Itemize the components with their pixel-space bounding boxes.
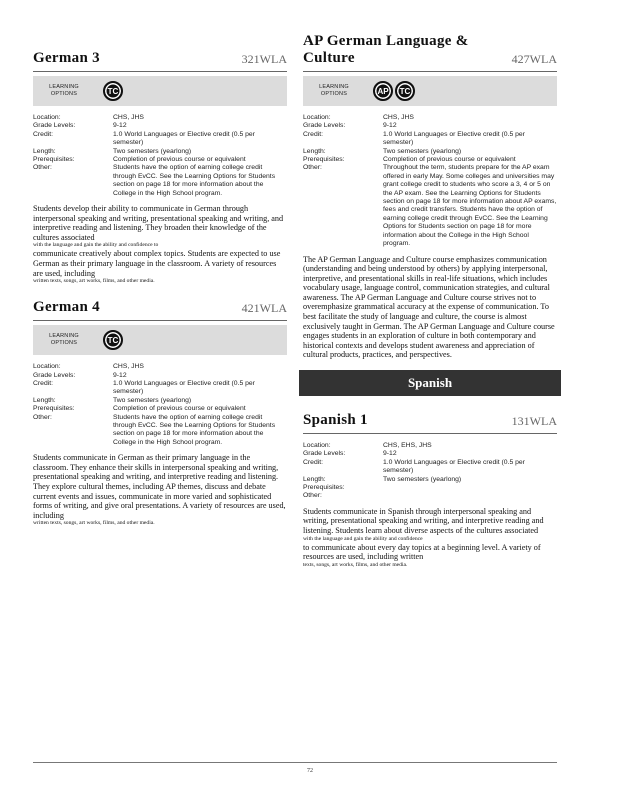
ap-badge-icon: AP [373, 81, 393, 101]
course-german-3 [33, 46, 287, 285]
left-column [33, 46, 287, 537]
course-header [33, 295, 287, 321]
info-key-location: Location: [33, 363, 61, 371]
course-info [33, 114, 287, 198]
tc-badge-icon: TC [395, 81, 415, 101]
course-title: German 3 [33, 50, 100, 66]
info-key-grade: Grade Levels: [33, 371, 76, 379]
desc-tail: to communicate about every day topics at a beginning level. A variety of resources are used, including written [303, 542, 541, 562]
info-val-grade: 9-12 [113, 371, 127, 379]
tc-badge-icon: TC [103, 81, 123, 101]
info-key-credit: Credit: [303, 458, 324, 466]
learning-options-label: LEARNING OPTIONS [49, 333, 79, 347]
info-key-grade: Grade Levels: [303, 122, 346, 130]
course-ap-german [303, 33, 557, 360]
info-key-other: Other: [33, 413, 52, 421]
course-title: AP German Language & Culture [303, 33, 469, 66]
info-val-other: Throughout the term, students prepare for the AP exam offered in early May. Some colleges and universities may grant college credit to students who score a 3, 4 or 5 on the AP exam. See the Learning Options for Students section on page 18 for more information about AP exams, fees and credit transfers. Students have the option of earning college credit through EvCC. See the Learning Options for Students section on page 18 for more information about the College in the High School program. [383, 164, 557, 248]
course-description: The AP German Language and Culture course emphasizes communication (understanding and being understood by others) by applying interpersonal, interpretive, and presentational skills in real-life situations, which includes vocabulary usage, language control, communication strategies, and cultural awareness. The AP German Language and Culture course strives not to overemphasize grammatical accuracy at the expense of communication. To best facilitate the study of language and culture, the course is almost exclusively taught in German. The AP German Language and Culture course engages students in an exploration of culture in both contemporary and historical contexts and develops student awareness and appreciation of cultural products, practices, and perspectives. [303, 254, 555, 360]
info-val-other: Students have the option of earning college credit through EvCC. See the Learning Options for Students section on page 18 for more information about the College in the High School program. [113, 413, 276, 446]
course-header [33, 46, 287, 72]
info-val-length: Two semesters (yearlong) [113, 396, 192, 404]
info-key-prereq: Prerequisites: [303, 156, 345, 164]
info-val-prereq: Completion of previous course or equivalent [383, 156, 516, 164]
info-key-credit: Credit: [33, 130, 54, 138]
desc-small-2: written texts, songs, art works, films, and other media. [33, 520, 155, 527]
info-val-credit: 1.0 World Languages or Elective credit (0.5 per semester) [113, 130, 255, 147]
course-description [33, 453, 287, 527]
course-header [303, 408, 557, 434]
desc-main: Students communicate in Spanish through interpersonal speaking and writing, presentational speaking and writing, and interpretive reading and listening. Students learn about diverse aspects of the cultures associated [303, 506, 544, 536]
info-val-location: CHS, JHS [113, 114, 144, 121]
info-key-location: Location: [303, 114, 331, 121]
info-val-credit: 1.0 World Languages or Elective credit (0.5 per semester) [113, 380, 255, 396]
course-code: 427WLA [511, 52, 557, 66]
info-val-location: CHS, JHS [113, 363, 144, 371]
desc-small-2: texts, songs, art works, films, and other media. [303, 561, 408, 568]
info-key-credit: Credit: [33, 380, 54, 388]
course-header [303, 33, 557, 72]
info-key-prereq: Prerequisites: [33, 405, 75, 413]
learning-options-bar [303, 76, 557, 106]
info-val-prereq [383, 484, 557, 492]
course-info [33, 363, 287, 447]
learning-options-label: LEARNING OPTIONS [49, 84, 79, 97]
course-german-4 [33, 295, 287, 527]
desc-main: Students communicate in German as their primary language in the classroom. They enhance their skills in interpersonal speaking and writing, presentational speaking and writing, and interpretive reading and listening. They explore cultural themes, including AP themes, discuss and debate current events and issues, communicate in more varied and sophisticated forms of writing, and give oral presentations. A variety of resources are used, including [33, 453, 286, 520]
info-val-length: Two semesters (yearlong) [113, 147, 192, 155]
info-key-length: Length: [303, 475, 326, 483]
info-val-other: Students have the option of earning college credit through EvCC. See the Learning Options for Students section on page 18 for more information about the College in the High School program. [113, 164, 276, 197]
page-number: 72 [307, 768, 313, 774]
info-key-other: Other: [303, 164, 322, 172]
right-column [303, 33, 557, 579]
info-val-location: CHS, EHS, JHS [383, 442, 432, 450]
info-val-grade: 9-12 [113, 122, 127, 130]
course-info [303, 114, 557, 249]
info-key-prereq: Prerequisites: [303, 484, 345, 492]
course-description [303, 507, 557, 569]
info-key-location: Location: [33, 114, 61, 121]
info-val-grade: 9-12 [383, 122, 397, 130]
info-key-prereq: Prerequisites: [33, 156, 75, 164]
info-val-other [383, 492, 557, 500]
info-val-prereq: Completion of previous course or equivalent [113, 156, 246, 164]
desc-small-1: with the language and gain the ability and confidence [303, 535, 423, 542]
info-key-credit: Credit: [303, 130, 324, 138]
desc-small-2: written texts, songs, art works, films, and other media. [33, 278, 155, 285]
course-title: German 4 [33, 299, 100, 316]
course-info [303, 442, 557, 501]
learning-options-label: LEARNING OPTIONS [319, 84, 349, 97]
learning-options-bar [33, 76, 287, 106]
course-spanish-1 [303, 408, 557, 569]
info-val-credit: 1.0 World Languages or Elective credit (0.5 per semester) [383, 130, 525, 147]
info-key-length: Length: [33, 396, 56, 404]
desc-main: Students develop their ability to communicate in German through interpersonal speaking and writing, presentational speaking and writing, and interpretive reading and listening. They broaden their knowledge of the cultures associated [33, 204, 284, 242]
info-key-grade: Grade Levels: [303, 450, 346, 458]
section-banner-spanish: Spanish [299, 370, 561, 396]
info-val-prereq: Completion of previous course or equivalent [113, 405, 246, 413]
course-description [33, 204, 287, 285]
learning-options-bar [33, 325, 287, 355]
info-val-grade: 9-12 [383, 450, 397, 458]
info-val-length: Two semesters (yearlong) [383, 475, 462, 483]
tc-badge-icon: TC [103, 330, 123, 350]
info-key-grade: Grade Levels: [33, 122, 76, 130]
info-val-length: Two semesters (yearlong) [383, 147, 462, 155]
course-code: 131WLA [511, 414, 557, 429]
info-key-other: Other: [303, 492, 322, 500]
footer-divider [33, 762, 557, 763]
info-key-length: Length: [33, 147, 56, 155]
info-key-other: Other: [33, 164, 52, 172]
course-title: Spanish 1 [303, 412, 368, 429]
course-code: 321WLA [241, 52, 287, 66]
info-key-location: Location: [303, 442, 331, 450]
info-val-credit: 1.0 World Languages or Elective credit (0.5 per semester) [383, 458, 525, 475]
desc-small-1: with the language and gain the ability and confidence to [33, 242, 159, 249]
desc-tail: communicate creatively about complex topics. Students are expected to use German as their primary language in the classroom. A variety of resources are used, including [33, 249, 281, 278]
course-code: 421WLA [241, 301, 287, 316]
info-key-length: Length: [303, 147, 326, 155]
info-val-location: CHS, JHS [383, 114, 414, 121]
